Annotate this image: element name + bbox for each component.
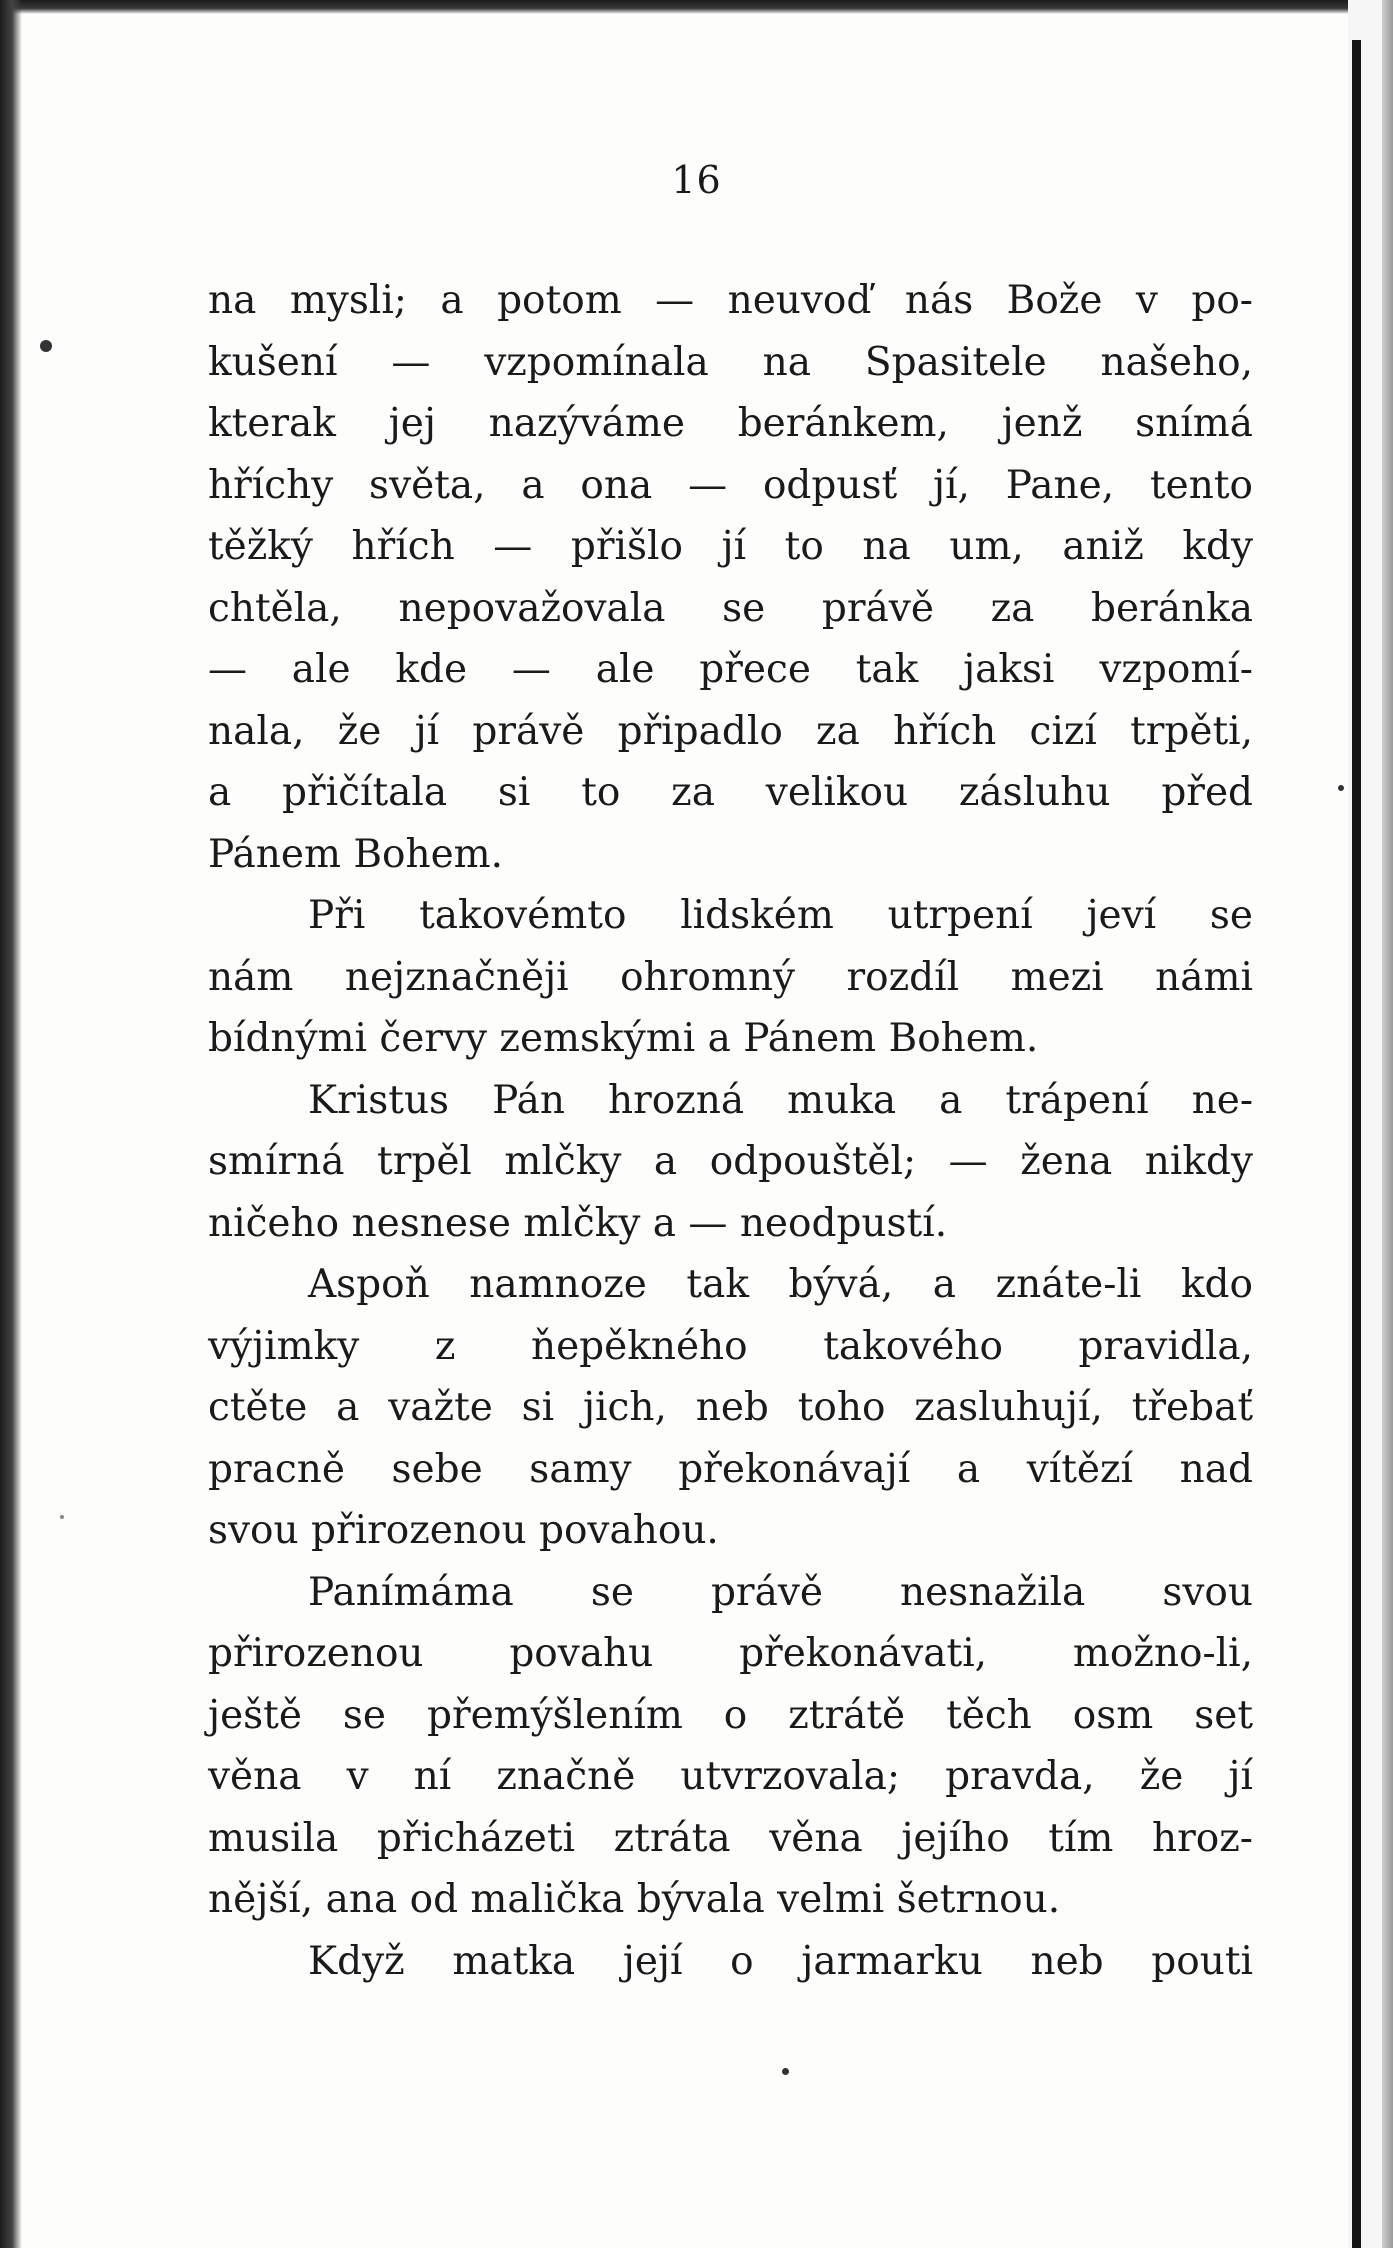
scan-edge-top: [0, 0, 1393, 14]
paragraph-first-line: Při takovémto lidském utrpení jeví se: [308, 893, 1253, 938]
body-text: [208, 270, 1253, 1992]
text-line: smírná trpěl mlčky a odpouštěl; — žena nikdy: [208, 1139, 1253, 1184]
paragraph-end-line: ničeho nesnese mlčky a — neodpustí.: [208, 1200, 948, 1246]
page-number: 16: [671, 158, 722, 202]
text-line: ještě se přemýšlením o ztrátě těch osm set: [208, 1692, 1253, 1738]
paragraph-first-line: Když matka její o jarmarku neb pouti: [308, 1938, 1253, 1984]
text-line: přirozenou povahu překonávati, možno-li,: [208, 1631, 1253, 1676]
text-line: věna v ní značně utvrzovala; pravda, že jí: [208, 1754, 1253, 1799]
paragraph-end-line: Pánem Bohem.: [208, 831, 504, 877]
scan-edge-left: [0, 0, 22, 2248]
paragraph-end-line: nější, ana od malička bývala velmi šetrnou.: [208, 1877, 1061, 1922]
text-line: nám nejznačněji ohromný rozdíl mezi námi: [208, 954, 1253, 1000]
text-line: výjimky z ňepěkného takového pravidla,: [208, 1323, 1253, 1369]
text-line: musila přicházeti ztráta věna jejího tím hroz-: [208, 1815, 1253, 1861]
text-line: těžký hřích — přišlo jí to na um, aniž kdy: [208, 524, 1253, 569]
text-line: chtěla, nepovažovala se právě za beránka: [208, 585, 1253, 631]
text-line: kušení — vzpomínala na Spasitele našeho,: [208, 339, 1253, 385]
scan-edge-right-outer: [1382, 0, 1393, 2248]
scan-speck: [60, 1515, 64, 1519]
scan-speck: [40, 340, 52, 352]
paragraph-first-line: Kristus Pán hrozná muka a trápení ne-: [308, 1077, 1253, 1123]
text-line: a přičítala si to za velikou zásluhu před: [208, 770, 1253, 815]
scan-edge-right-line: [1352, 40, 1361, 2248]
paragraph-end-line: bídnými červy zemskými a Pánem Bohem.: [208, 1016, 1039, 1061]
scan-speck: [782, 2068, 789, 2075]
text-line: kterak jej nazýváme beránkem, jenž snímá: [208, 401, 1253, 446]
paragraph-first-line: Panímáma se právě nesnažila svou: [308, 1569, 1253, 1615]
text-line: pracně sebe samy překonávají a vítězí nad: [208, 1446, 1253, 1492]
text-line: — ale kde — ale přece tak jaksi vzpomí-: [208, 647, 1253, 692]
text-line: hříchy světa, a ona — odpusť jí, Pane, tento: [208, 462, 1253, 508]
paragraph-first-line: Aspoň namnoze tak bývá, a znáte-li kdo: [308, 1262, 1253, 1307]
text-line: na mysli; a potom — neuvoď nás Bože v po-: [208, 278, 1253, 323]
paragraph-end-line: svou přirozenou povahou.: [208, 1508, 719, 1553]
text-line: nala, že jí právě připadlo za hřích cizí trpěti,: [208, 708, 1253, 754]
scan-speck: [1338, 785, 1344, 791]
text-line: ctěte a važte si jich, neb toho zasluhují, třebať: [208, 1385, 1253, 1430]
